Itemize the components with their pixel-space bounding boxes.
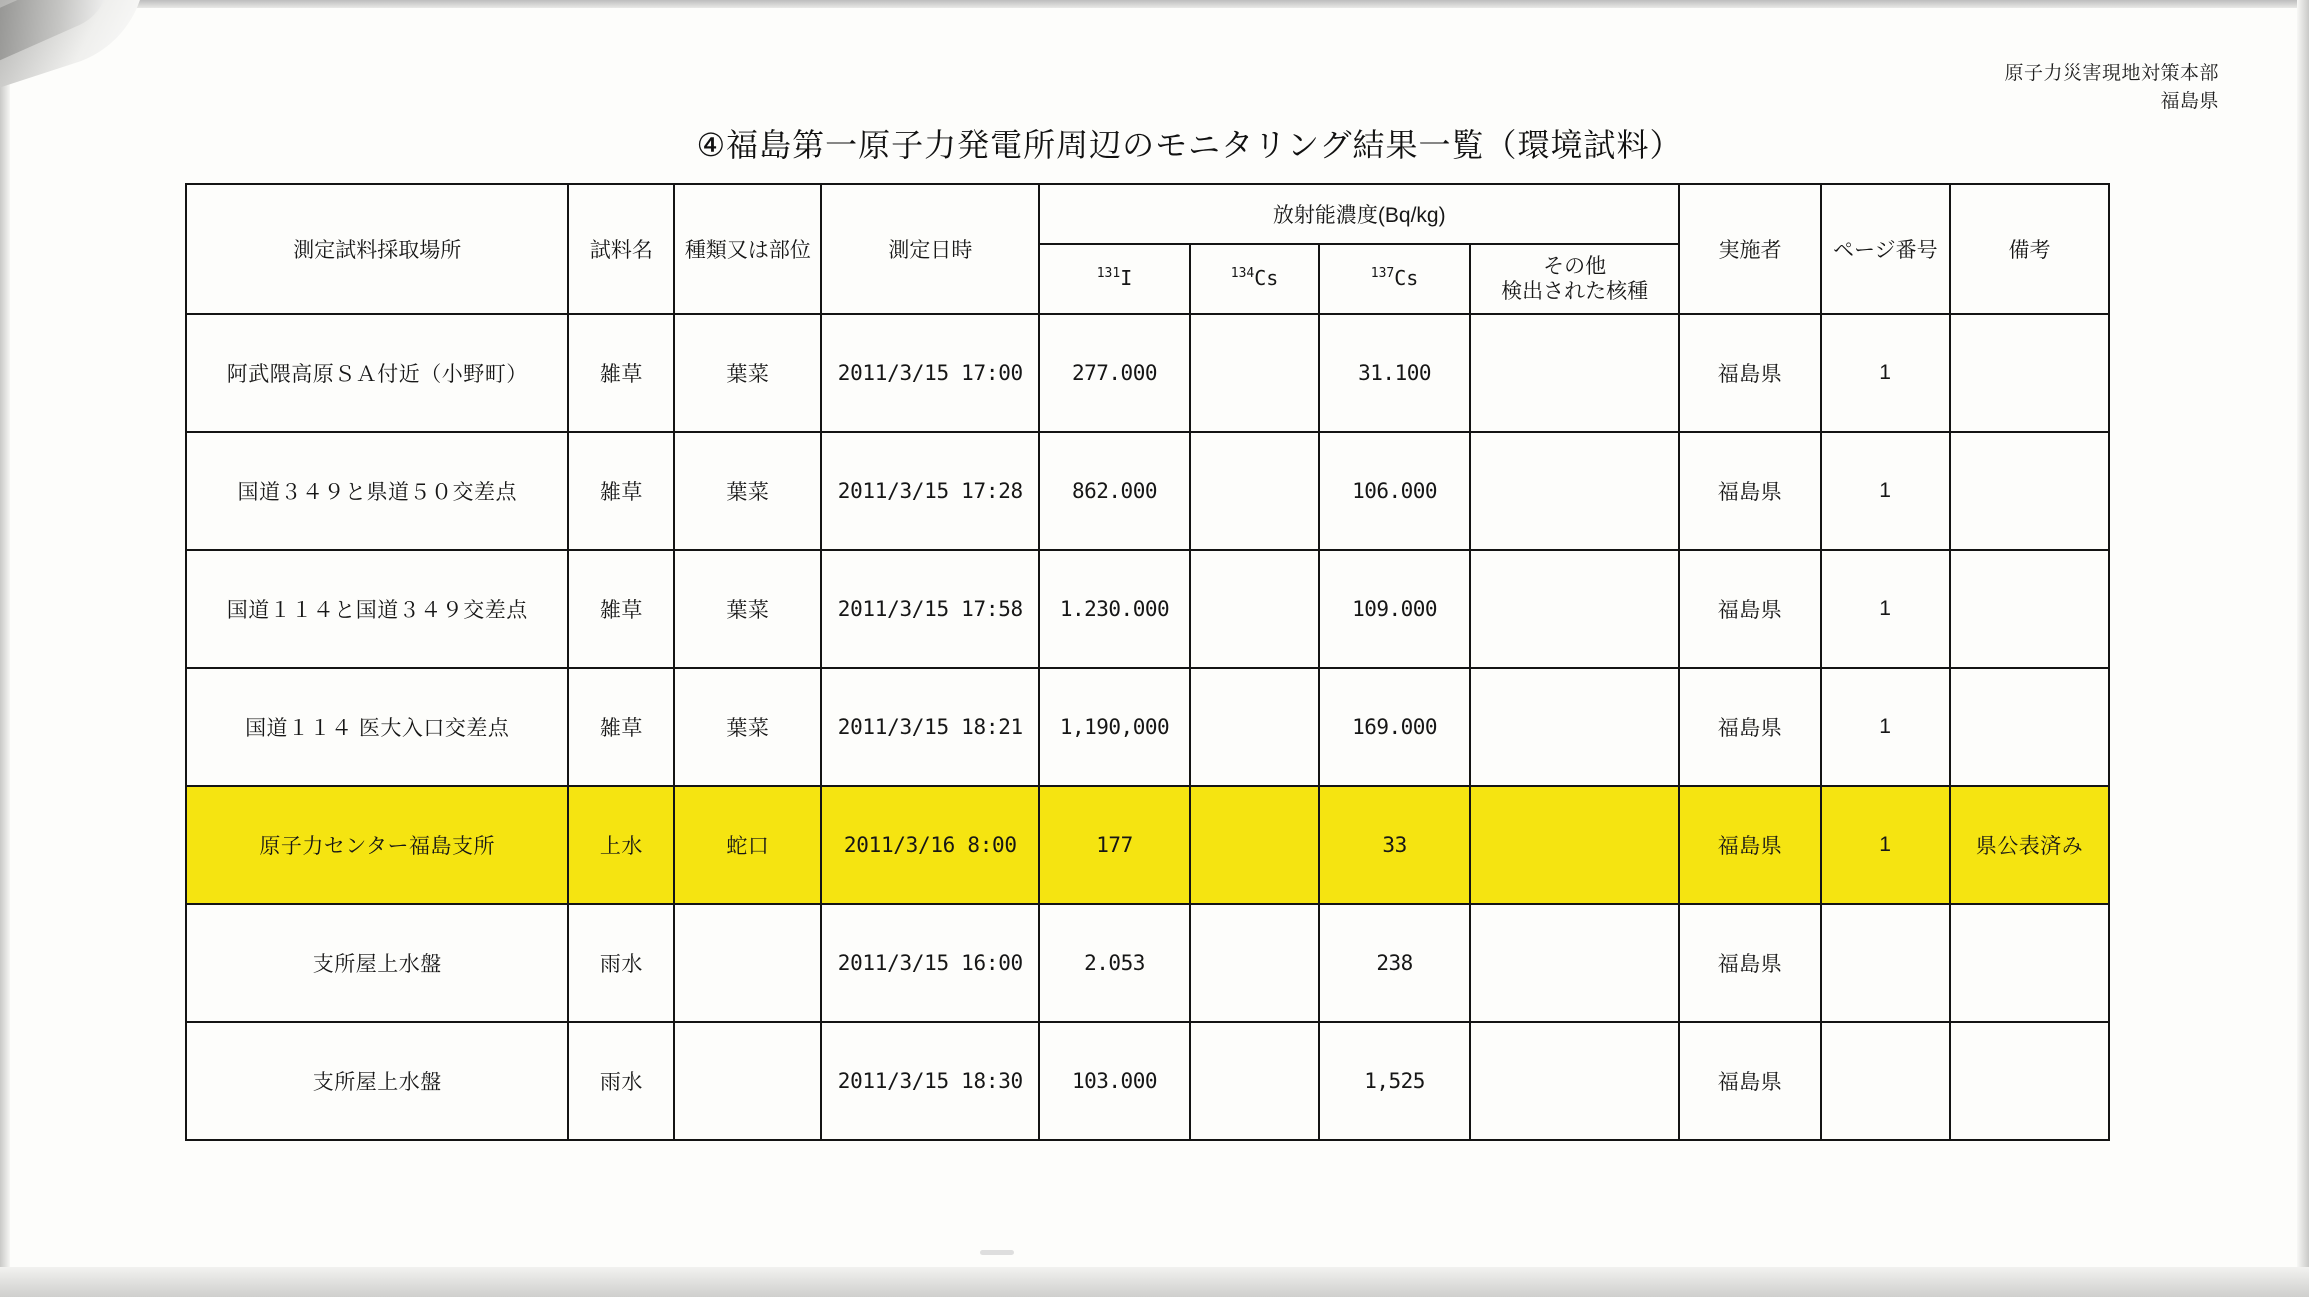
monitoring-results-table-wrapper	[185, 183, 2110, 1141]
cell-cs137: 169.000	[1319, 668, 1470, 786]
cell-kind-part: 葉菜	[674, 550, 821, 668]
cell-sample-name: 雑草	[568, 314, 674, 432]
cell-kind-part	[674, 1022, 821, 1140]
cell-cs137: 106.000	[1319, 432, 1470, 550]
cell-kind-part	[674, 904, 821, 1022]
col-header-place: 測定試料採取場所	[186, 184, 568, 314]
table-row	[186, 904, 2109, 1022]
cell-sample-name: 雑草	[568, 432, 674, 550]
cell-cs134	[1190, 904, 1319, 1022]
other-nuclides-line-1: その他	[1543, 254, 1607, 278]
cell-other-nuclides	[1470, 550, 1679, 668]
cell-i131: 862.000	[1039, 432, 1190, 550]
cell-other-nuclides	[1470, 314, 1679, 432]
table-header-row-1	[186, 184, 2109, 244]
cell-cs134	[1190, 314, 1319, 432]
table-row	[186, 432, 2109, 550]
col-header-kind-part: 種類又は部位	[674, 184, 821, 314]
table-row	[186, 550, 2109, 668]
page-title-text: ④福島第一原子力発電所周辺のモニタリング結果一覧（環境試料）	[696, 126, 1683, 164]
i131-element: I	[1120, 265, 1133, 290]
col-header-page-no: ページ番号	[1821, 184, 1950, 314]
cell-cs137: 109.000	[1319, 550, 1470, 668]
cell-kind-part: 葉菜	[674, 668, 821, 786]
col-header-cs134	[1190, 244, 1319, 314]
cell-datetime: 2011/3/16 8:00	[821, 786, 1039, 904]
cell-remarks	[1950, 314, 2109, 432]
issuing-organization	[2004, 60, 2219, 115]
org-line-1: 原子力災害現地対策本部	[2004, 63, 2219, 84]
table-row	[186, 668, 2109, 786]
cell-place: 原子力センター福島支所	[186, 786, 568, 904]
cell-other-nuclides	[1470, 668, 1679, 786]
scan-edge-right	[2297, 0, 2309, 1297]
cell-operator: 福島県	[1679, 786, 1820, 904]
col-header-sample-name: 試料名	[568, 184, 674, 314]
cell-sample-name: 雑草	[568, 668, 674, 786]
col-header-other-nuclides	[1470, 244, 1679, 314]
cell-other-nuclides	[1470, 432, 1679, 550]
cell-remarks	[1950, 1022, 2109, 1140]
cell-cs134	[1190, 1022, 1319, 1140]
cell-i131: 277.000	[1039, 314, 1190, 432]
cell-datetime: 2011/3/15 18:21	[821, 668, 1039, 786]
cell-operator: 福島県	[1679, 904, 1820, 1022]
table-row	[186, 314, 2109, 432]
col-header-operator: 実施者	[1679, 184, 1820, 314]
cell-operator: 福島県	[1679, 314, 1820, 432]
cell-cs134	[1190, 432, 1319, 550]
cell-page-no: 1	[1821, 550, 1950, 668]
cell-sample-name: 雑草	[568, 550, 674, 668]
cell-place: 国道１１４ 医大入口交差点	[186, 668, 568, 786]
col-header-i131	[1039, 244, 1190, 314]
col-header-remarks: 備考	[1950, 184, 2109, 314]
cell-kind-part: 蛇口	[674, 786, 821, 904]
cell-other-nuclides	[1470, 904, 1679, 1022]
cell-datetime: 2011/3/15 16:00	[821, 904, 1039, 1022]
cell-cs134	[1190, 550, 1319, 668]
cs134-element: Cs	[1254, 265, 1279, 290]
cell-remarks	[1950, 550, 2109, 668]
cell-i131: 1.230.000	[1039, 550, 1190, 668]
cell-datetime: 2011/3/15 17:00	[821, 314, 1039, 432]
cell-i131: 1,190,000	[1039, 668, 1190, 786]
cell-place: 阿武隈高原ＳＡ付近（小野町）	[186, 314, 568, 432]
cell-place: 支所屋上水盤	[186, 904, 568, 1022]
scan-edge-top	[0, 0, 2309, 8]
cs137-mass-number: 137	[1370, 265, 1395, 281]
cell-page-no	[1821, 904, 1950, 1022]
cell-i131: 2.053	[1039, 904, 1190, 1022]
cell-sample-name: 上水	[568, 786, 674, 904]
col-header-cs137	[1319, 244, 1470, 314]
col-header-concentration-group: 放射能濃度(Bq/kg)	[1039, 184, 1679, 244]
cs134-mass-number: 134	[1230, 265, 1255, 281]
cell-operator: 福島県	[1679, 668, 1820, 786]
table-head	[186, 184, 2109, 314]
cell-remarks	[1950, 432, 2109, 550]
col-header-datetime: 測定日時	[821, 184, 1039, 314]
cell-kind-part: 葉菜	[674, 432, 821, 550]
cell-i131: 177	[1039, 786, 1190, 904]
other-nuclides-line-2: 検出された核種	[1501, 280, 1649, 303]
cell-operator: 福島県	[1679, 432, 1820, 550]
table-body	[186, 314, 2109, 1140]
table-row	[186, 1022, 2109, 1140]
scan-edge-left	[0, 0, 10, 1297]
cell-i131: 103.000	[1039, 1022, 1190, 1140]
cell-page-no: 1	[1821, 432, 1950, 550]
cell-cs134	[1190, 786, 1319, 904]
cell-place: 支所屋上水盤	[186, 1022, 568, 1140]
cell-datetime: 2011/3/15 17:28	[821, 432, 1039, 550]
cell-page-no: 1	[1821, 786, 1950, 904]
cell-kind-part: 葉菜	[674, 314, 821, 432]
page-title	[0, 120, 2309, 166]
cell-cs137: 238	[1319, 904, 1470, 1022]
cell-operator: 福島県	[1679, 1022, 1820, 1140]
cell-cs137: 33	[1319, 786, 1470, 904]
cs137-element: Cs	[1394, 265, 1419, 290]
cell-place: 国道３４９と県道５０交差点	[186, 432, 568, 550]
cell-sample-name: 雨水	[568, 1022, 674, 1140]
cell-remarks: 県公表済み	[1950, 786, 2109, 904]
org-line-2: 福島県	[2160, 90, 2219, 112]
cell-place: 国道１１４と国道３４９交差点	[186, 550, 568, 668]
table-row-highlighted	[186, 786, 2109, 904]
i131-mass-number: 131	[1096, 265, 1121, 281]
cell-cs137: 1,525	[1319, 1022, 1470, 1140]
scan-speck-artifact	[980, 1250, 1014, 1255]
cell-other-nuclides	[1470, 1022, 1679, 1140]
cell-page-no: 1	[1821, 668, 1950, 786]
cell-datetime: 2011/3/15 17:58	[821, 550, 1039, 668]
cell-remarks	[1950, 904, 2109, 1022]
cell-cs137: 31.100	[1319, 314, 1470, 432]
monitoring-results-table	[185, 183, 2110, 1141]
cell-page-no: 1	[1821, 314, 1950, 432]
cell-other-nuclides	[1470, 786, 1679, 904]
cell-page-no	[1821, 1022, 1950, 1140]
scan-edge-bottom	[0, 1267, 2309, 1297]
cell-sample-name: 雨水	[568, 904, 674, 1022]
cell-operator: 福島県	[1679, 550, 1820, 668]
cell-cs134	[1190, 668, 1319, 786]
cell-datetime: 2011/3/15 18:30	[821, 1022, 1039, 1140]
cell-remarks	[1950, 668, 2109, 786]
